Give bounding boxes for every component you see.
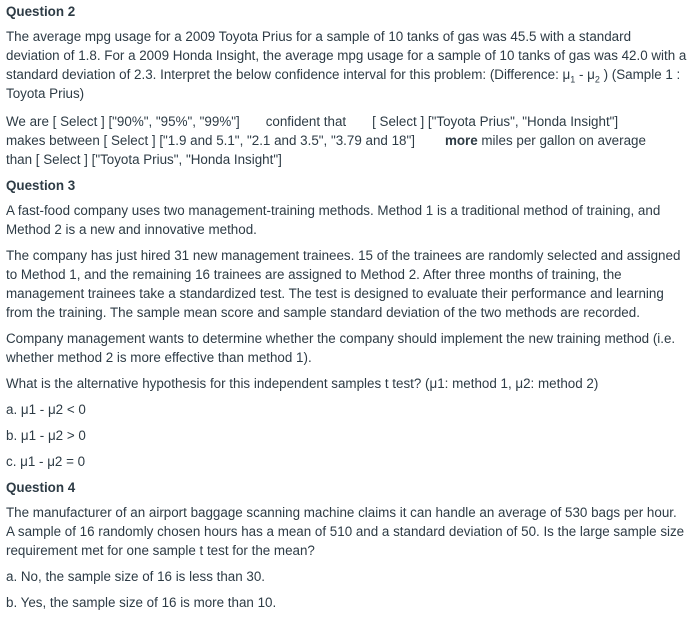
option-a[interactable]: a. No, the sample size of 16 is less than 30.: [6, 569, 266, 584]
minus-mu: - μ: [575, 67, 595, 82]
more-bold-text: more: [444, 133, 478, 148]
option-a[interactable]: a. μ1 - μ2 < 0: [6, 402, 86, 417]
question-2-heading: Question 2: [6, 4, 76, 19]
question-3-prompt: What is the alternative hypothesis for this independent samples t test? (μ1: method 1, μ2: method 2): [6, 376, 599, 391]
question-3-heading: Question 3: [6, 178, 76, 193]
select-interval[interactable]: makes between [ Select ] ["1.9 and 5.1", "2.1 and 3.5", "3.79 and 18"]: [6, 133, 415, 148]
subscript-1: 1: [570, 74, 576, 85]
question-2-answer: [6, 112, 687, 169]
subscript-2: 2: [594, 74, 600, 85]
option-b[interactable]: b. μ1 - μ2 > 0: [6, 428, 86, 443]
question-2-body: The average mpg usage for a 2009 Toyota Prius for a sample of 10 tanks of gas was 45.5 with a standard deviation of 1.8. For a 2009 Honda Insight, the average mpg usage for a sample of 10 tanks of gas was 42.0 with a standard deviation of 2.3. Interpret the below confidence interval for this problem: (Difference: μ: [6, 29, 687, 82]
select-car-1[interactable]: [ Select ] ["Toyota Prius", "Honda Insight"]: [372, 114, 619, 129]
sample-note: ) (Sample 1 : Toyota Prius): [6, 67, 681, 101]
question-3-p1: A fast-food company uses two management-training methods. Method 1 is a traditional method of training, and Method 2 is a new and innovative method.: [6, 203, 661, 237]
confident-that-text: confident that: [265, 114, 347, 129]
question-3-p2: The company has just hired 31 new management trainees. 15 of the trainees are randomly selected and assigned to Method 1, and the remaining 16 trainees are assigned to Method 2. After three months of training, the management trainees take a standardized test. The test is designed to evaluate their performance and learning from the training. The sample mean score and sample standard deviation of the two methods are recorded.: [6, 248, 681, 320]
question-3-p3: Company management wants to determine whether the company should implement the new training method (i.e. whether method 2 is more effective than method 1).: [6, 331, 676, 365]
option-b[interactable]: b. Yes, the sample size of 16 is more than 10.: [6, 595, 277, 610]
mpg-text: miles per gallon on average: [477, 133, 646, 148]
question-2-text: [6, 27, 687, 103]
question-4-text: The manufacturer of an airport baggage scanning machine claims it can handle an average of 530 bags per hour. A sample of 16 randomly chosen hours has a mean of 510 and a standard deviation of 50. Is the large sample size requirement met for one sample t test for the mean?: [6, 505, 685, 558]
select-confidence-level[interactable]: We are [ Select ] ["90%", "95%", "99%"]: [6, 114, 240, 129]
select-car-2[interactable]: than [ Select ] ["Toyota Prius", "Honda Insight"]: [6, 152, 282, 167]
option-c[interactable]: c. μ1 - μ2 = 0: [6, 454, 86, 469]
question-4-heading: Question 4: [6, 480, 76, 495]
